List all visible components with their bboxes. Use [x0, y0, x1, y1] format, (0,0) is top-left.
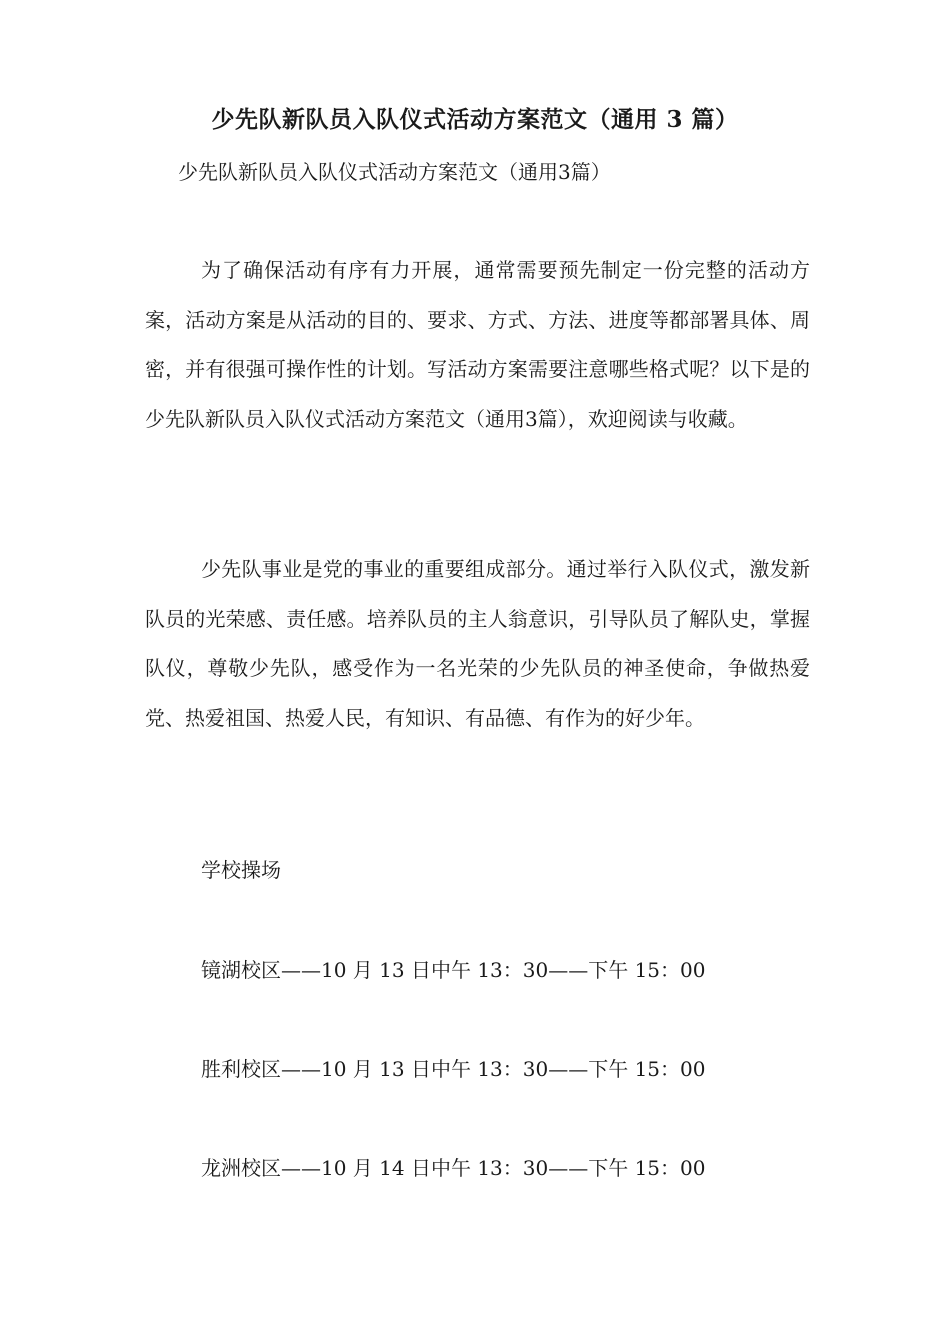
intro-paragraph: 为了确保活动有序有力开展，通常需要预先制定一份完整的活动方案，活动方案是从活动的目的、要求、方式、方法、进度等都部署具体、周密，并有很强可操作性的计划。写活动方案需要注意哪些格式呢？以下是的少先队新队员入队仪式活动方案范文（通用3篇），欢迎阅读与收藏。: [145, 258, 810, 431]
document-title: 少先队新队员入队仪式活动方案范文（通用 3 篇）: [211, 106, 739, 133]
document-subtitle: 少先队新队员入队仪式活动方案范文（通用3篇）: [178, 160, 611, 184]
schedule-line-longzhou: 龙洲校区——10 月 14 日中午 13：30——下午 15：00: [201, 1156, 706, 1180]
schedule-line-shengli: 胜利校区——10 月 13 日中午 13：30——下午 15：00: [201, 1057, 706, 1081]
location-line: 学校操场: [201, 858, 281, 882]
schedule-line-jinghu: 镜湖校区——10 月 13 日中午 13：30——下午 15：00: [201, 958, 706, 982]
purpose-paragraph: 少先队事业是党的事业的重要组成部分。通过举行入队仪式，激发新队员的光荣感、责任感。培养队员的主人翁意识，引导队员了解队史，掌握队仪，尊敬少先队，感受作为一名光荣的少先队员的神圣使命，争做热爱党、热爱祖国、热爱人民，有知识、有品德、有作为的好少年。: [145, 557, 810, 730]
